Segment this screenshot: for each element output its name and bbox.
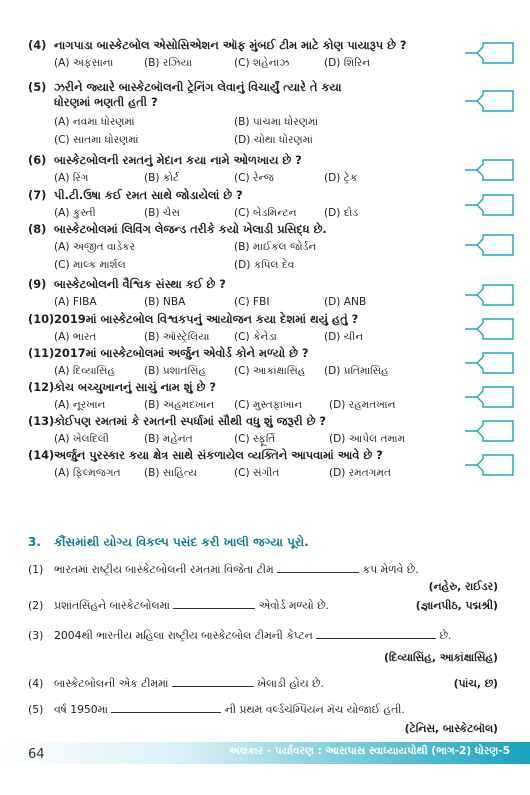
sentence xyxy=(54,676,324,691)
question-number: (9) xyxy=(28,277,47,291)
option-b[interactable]: (B) રઝિયા xyxy=(144,57,193,69)
answer-box[interactable] xyxy=(463,157,515,183)
option-c[interactable]: (C) મુસ્તફાખાન xyxy=(234,399,303,411)
option-a[interactable]: (A) કુસ્તી xyxy=(54,207,96,219)
option-c[interactable]: (C) શહેનાઝ xyxy=(234,57,290,69)
option-b[interactable]: (B) કોર્ટ xyxy=(144,172,180,184)
fill-blank-1 xyxy=(28,562,498,594)
option-a[interactable]: (A) FIBA xyxy=(54,296,97,308)
sentence-before: બાસ્કેટબોલની એક ટીમમાં xyxy=(54,677,169,690)
answer-box[interactable] xyxy=(463,316,515,342)
answer-box[interactable] xyxy=(463,452,515,478)
answer-box[interactable] xyxy=(463,88,515,114)
question-number: (6) xyxy=(28,153,47,167)
option-b[interactable]: (B) ઑસ્ટ્રેલિયા xyxy=(144,331,210,343)
options-row xyxy=(54,171,448,186)
blank-line[interactable] xyxy=(316,638,436,639)
blank-line[interactable] xyxy=(172,686,254,687)
choices: (ટેનિસ, બાસ્કેટબૉલ) xyxy=(404,722,498,735)
option-c[interactable]: (C) કેનેડા xyxy=(234,331,277,343)
sentence-after: કપ મેળવે છે. xyxy=(362,563,419,576)
page-number: 64 xyxy=(28,747,45,762)
option-b[interactable]: (B) મહેનત xyxy=(144,433,193,445)
question-12 xyxy=(28,380,448,413)
footer-title: અલંકાર - પર્યાવરણ : આસપાસ સ્વાધ્યાયપોથી (ભાગ-2) ધોરણ-5 xyxy=(228,745,510,757)
option-a[interactable]: (A) અફસાના xyxy=(54,57,114,69)
option-a[interactable]: (A) અજીત વાડેકર xyxy=(54,241,135,253)
options-row xyxy=(54,206,448,221)
choices: (જ્ઞાનપીઠ, પદ્મશ્રી) xyxy=(415,599,498,612)
answer-box[interactable] xyxy=(463,232,515,258)
answer-box[interactable] xyxy=(463,40,515,66)
option-a[interactable]: (A) ખેલદિલી xyxy=(54,433,109,445)
option-c[interactable]: (C) સાતમા ધોરણમાં xyxy=(54,134,139,146)
question-number: (5) xyxy=(28,80,47,94)
sentence-after: ની પ્રથમ વર્લ્ડચૅમ્પિયન મૅચ યોજાઈ હતી. xyxy=(224,703,405,716)
option-d[interactable]: (D) ચોથા ધોરણમાં xyxy=(234,134,313,146)
question-6 xyxy=(28,153,448,186)
choices: (દિવ્યાસિંહ, આકાંક્ષાસિંહ) xyxy=(383,651,498,664)
question-text: ઝરીને જ્યારે બાસ્કેટબૉલની ટ્રેનિંગ લેવાનું વિચાર્યું ત્યારે તે કયા ધોરણમાં ભણતી હતી ? xyxy=(54,80,342,109)
options-row xyxy=(54,432,448,447)
question-text: કોઈપણ રમતમાં કે રમતની સ્પર્ધામાં સૌથી વધુ શું જરૂરી છે ? xyxy=(54,414,326,428)
question-5 xyxy=(28,80,448,110)
option-d[interactable]: (D) ટ્રેક xyxy=(324,172,358,184)
question-text: બાસ્કેટબોલની વૈશ્વિક સંસ્થા કઈ છે ? xyxy=(54,277,226,291)
sentence xyxy=(54,702,405,717)
option-b[interactable]: (B) NBA xyxy=(144,296,186,308)
choices: (પાંચ, છ) xyxy=(453,677,498,690)
item-number: (3) xyxy=(28,629,44,642)
question-5-options xyxy=(28,115,448,148)
item-number: (2) xyxy=(28,599,44,612)
answer-box[interactable] xyxy=(463,282,515,308)
question-number: (11) xyxy=(28,346,55,360)
options-row xyxy=(54,364,448,379)
question-text: કોચ બચ્ચુખાનનું સાચું નામ શું છે ? xyxy=(54,380,216,394)
option-b[interactable]: (B) અહમદખાન xyxy=(144,399,215,411)
fill-blank-3 xyxy=(28,628,498,664)
question-text: 2017માં બાસ્કેટબોલમાં અર્જુન એવોર્ડ કોને મળ્યો છે ? xyxy=(54,346,309,360)
option-a[interactable]: (A) નૂરખાન xyxy=(54,399,106,411)
option-d[interactable]: (D) ANB xyxy=(324,296,367,308)
option-a[interactable]: (A) ફિલ્મજગત xyxy=(54,467,121,479)
option-b[interactable]: (B) સાહિત્ય xyxy=(144,467,198,479)
item-number: (5) xyxy=(28,703,44,716)
option-d[interactable]: (D) શિરિન xyxy=(324,57,371,69)
sentence xyxy=(54,562,419,577)
option-a[interactable]: (A) દિવ્યાસિંહ xyxy=(54,365,116,377)
option-a[interactable]: (A) ભારત xyxy=(54,331,97,343)
option-c[interactable]: (C) માલ્ક માર્શલ xyxy=(54,259,126,271)
question-number: (7) xyxy=(28,188,47,202)
option-d[interactable]: (D) આપેલ તમામ xyxy=(329,433,406,445)
option-d[interactable]: (D) પ્રતિમાસિંહ xyxy=(324,365,389,377)
answer-box[interactable] xyxy=(463,192,515,218)
option-a[interactable]: (A) નવમા ધોરણમાં xyxy=(54,116,135,128)
option-a[interactable]: (A) રિંગ xyxy=(54,172,89,184)
question-text: પી.ટી.ઉષા કઈ રમત સાથે જોડાયેલાં છે ? xyxy=(54,188,243,202)
options-row xyxy=(54,133,448,148)
question-14 xyxy=(28,448,448,481)
question-8 xyxy=(28,222,448,273)
question-number: (14) xyxy=(28,448,55,462)
question-number: (4) xyxy=(28,38,47,52)
question-10 xyxy=(28,312,448,345)
option-c[interactable]: (C) બેડમિન્ટન xyxy=(234,207,297,219)
option-c[interactable]: (C) સ્ફૂર્તિ xyxy=(234,433,276,445)
option-c[interactable]: (C) આકાંક્ષાસિંહ xyxy=(234,365,306,377)
question-13 xyxy=(28,414,448,447)
fill-blank-4 xyxy=(28,676,498,694)
option-d[interactable]: (D) રહમતખાન xyxy=(329,399,396,411)
sentence-before: ભારતમાં રાષ્ટ્રીય બાસ્કેટબોલની રમતમાં વિજેતા ટીમ xyxy=(54,563,274,576)
options-row xyxy=(54,56,448,71)
sentence-before: 2004થી ભારતીય મહિલા રાષ્ટ્રીય બાસ્કેટબોલ ટીમની કેપ્ટન xyxy=(54,629,313,642)
blank-line[interactable] xyxy=(173,608,255,609)
option-b[interactable]: (B) ચેસ xyxy=(144,207,180,219)
options-row xyxy=(54,258,448,273)
question-number: (13) xyxy=(28,414,55,428)
question-4 xyxy=(28,38,448,71)
blank-line[interactable] xyxy=(277,572,359,573)
question-number: (10) xyxy=(28,312,55,326)
item-number: (1) xyxy=(28,563,44,576)
sentence xyxy=(54,628,451,643)
item-number: (4) xyxy=(28,677,44,690)
answer-box[interactable] xyxy=(463,350,515,376)
options-row xyxy=(54,398,448,413)
answer-box[interactable] xyxy=(463,418,515,444)
options-row xyxy=(54,240,448,255)
options-row xyxy=(54,466,448,481)
question-number: (8) xyxy=(28,222,47,236)
section-heading xyxy=(28,535,309,550)
fill-blank-5 xyxy=(28,702,498,738)
question-text: 2019માં બાસ્કેટબોલ વિશ્વકપનું આયોજન કયા દેશમાં થયું હતું ? xyxy=(54,312,359,326)
sentence-before: વર્ષ 1950માં xyxy=(54,703,108,716)
question-11 xyxy=(28,346,448,379)
sentence-after: છે. xyxy=(439,629,452,642)
option-d[interactable]: (D) ચીન xyxy=(324,331,364,343)
choices: (નહેરુ, રાઈડર) xyxy=(428,580,498,593)
options-row xyxy=(54,330,448,345)
question-text: બાસ્કેટબોલમાં લિવિંગ લેજન્ડ તરીકે કયો ખેલાડી પ્રસિદ્ધ છે. xyxy=(54,222,327,236)
question-text: નાગપાડા બાસ્કેટબોલ એસોસિએશન ઑફ મુંબઈ ટીમ માટે કોણ પાયારૂપ છે ? xyxy=(54,38,407,52)
option-c[interactable]: (C) રેન્જ xyxy=(234,172,274,184)
option-d[interactable]: (D) કપિલ દેવ xyxy=(234,259,295,271)
fill-blank-2 xyxy=(28,598,498,616)
sentence xyxy=(54,598,329,613)
sentence-after: એવોર્ડ મળ્યો છે. xyxy=(258,599,329,612)
option-d[interactable]: (D) દોડ xyxy=(324,207,359,219)
option-c[interactable]: (C) સંગીત xyxy=(234,467,280,479)
section-title: કૌંસમાંથી યોગ્ય વિકલ્પ પસંદ કરી ખાલી જગ્યા પૂરો. xyxy=(54,535,309,549)
option-b[interactable]: (B) પાંચમા ધોરણમાં xyxy=(234,116,319,128)
option-c[interactable]: (C) FBI xyxy=(234,296,270,308)
question-7 xyxy=(28,188,448,221)
section-number: 3. xyxy=(28,535,41,549)
question-text: બાસ્કેટબોલની રમતનું મેદાન કયા નામે ઓળખાય છે ? xyxy=(54,153,302,167)
options-row xyxy=(54,115,448,130)
answer-box[interactable] xyxy=(463,384,515,410)
question-9 xyxy=(28,277,448,310)
option-d[interactable]: (D) રમતગમત xyxy=(329,467,392,479)
sentence-after: ખેલાડી હોય છે. xyxy=(257,677,324,690)
option-b[interactable]: (B) પ્રશાંતસિંહ xyxy=(144,365,207,377)
sentence-before: પ્રશાંતસિંહને બાસ્કેટબોલમાં xyxy=(54,599,170,612)
blank-line[interactable] xyxy=(111,712,221,713)
option-b[interactable]: (B) માઈકલ જોર્ડન xyxy=(234,241,317,253)
question-number: (12) xyxy=(28,380,55,394)
question-text: અર્જુન પુરસ્કાર કયા ક્ષેત્ર સાથે સંકળાયેલ વ્યક્તિને આપવામાં આવે છે ? xyxy=(54,448,383,462)
options-row xyxy=(54,295,448,310)
